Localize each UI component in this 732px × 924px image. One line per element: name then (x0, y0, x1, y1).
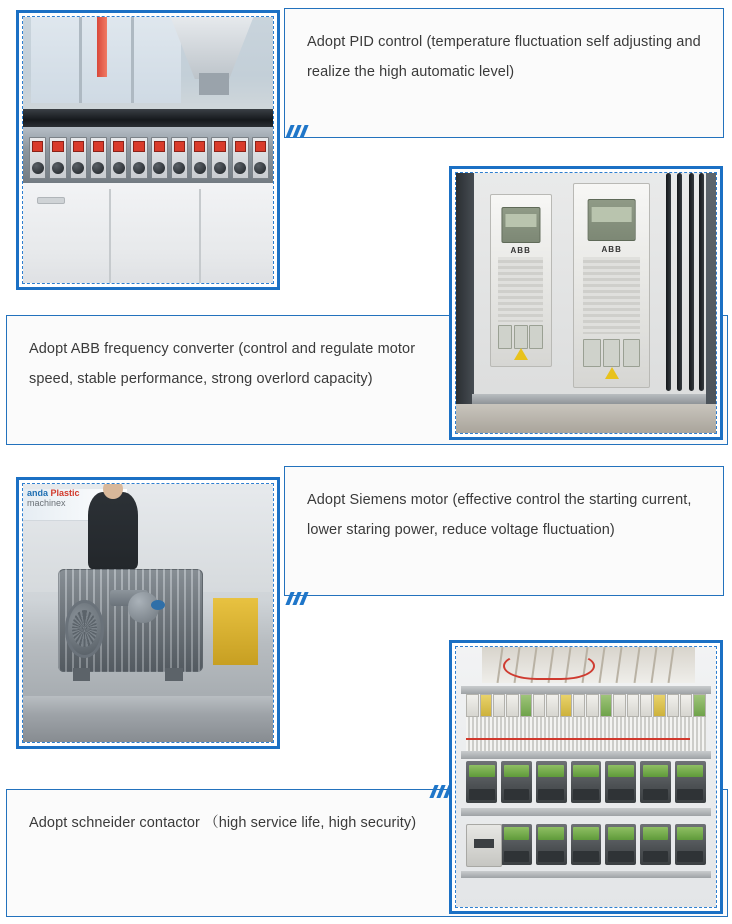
red-cable (503, 652, 595, 679)
motor-body (58, 569, 203, 672)
feature-text-siemens: Adopt Siemens motor (effective control the starting current, lower staring power, reduce voltage fluctuation) (307, 492, 692, 538)
photo-inner-border (22, 483, 274, 743)
banner-brand-3: machinex (27, 498, 66, 509)
feature-text-panel-siemens (284, 466, 724, 596)
banner-brand-1: anda (27, 488, 49, 499)
feature-text-pid: Adopt PID control (temperature fluctuation self adjusting and realize the high automatic level) (307, 34, 701, 80)
photo-frame-control-cabinet (449, 640, 723, 914)
feature-text-panel-pid (284, 8, 724, 138)
motor-fan-cover (65, 600, 104, 658)
photo-inner-border (455, 646, 717, 908)
photo-electrical-control-cabinet (456, 647, 716, 907)
operator-silhouette (88, 492, 138, 569)
abb-logo-small: ABB (510, 246, 531, 256)
warning-triangle-icon (514, 348, 528, 360)
feature-text-schneider: Adopt schneider contactor （high service life, high security) (29, 815, 417, 831)
warning-triangle-icon (605, 367, 619, 379)
slash-marker-3 (286, 592, 312, 604)
circuit-breaker (466, 824, 502, 868)
contactor-row-upper (466, 761, 705, 803)
photo-inner-border (455, 172, 717, 434)
banner-brand-2: Plastic (50, 488, 80, 499)
contactor-row-lower (466, 824, 705, 866)
photo-inner-border (22, 16, 274, 284)
abb-logo-large: ABB (601, 245, 622, 255)
photo-extruder-control-panel (23, 17, 273, 283)
photo-frame-siemens-motor (16, 477, 280, 749)
terminal-block-row (466, 694, 705, 717)
feature-text-abb: Adopt ABB frequency converter (control and regulate motor speed, stable performance, strong overlord capacity) (29, 341, 416, 387)
abb-drive-small (490, 194, 552, 368)
photo-frame-pid-control-panel (16, 10, 280, 290)
photo-frame-abb-converter (449, 166, 723, 440)
slash-marker-1 (286, 125, 312, 137)
photo-siemens-motor (23, 484, 273, 742)
abb-drive-large (573, 183, 650, 388)
photo-abb-frequency-converter (456, 173, 716, 433)
